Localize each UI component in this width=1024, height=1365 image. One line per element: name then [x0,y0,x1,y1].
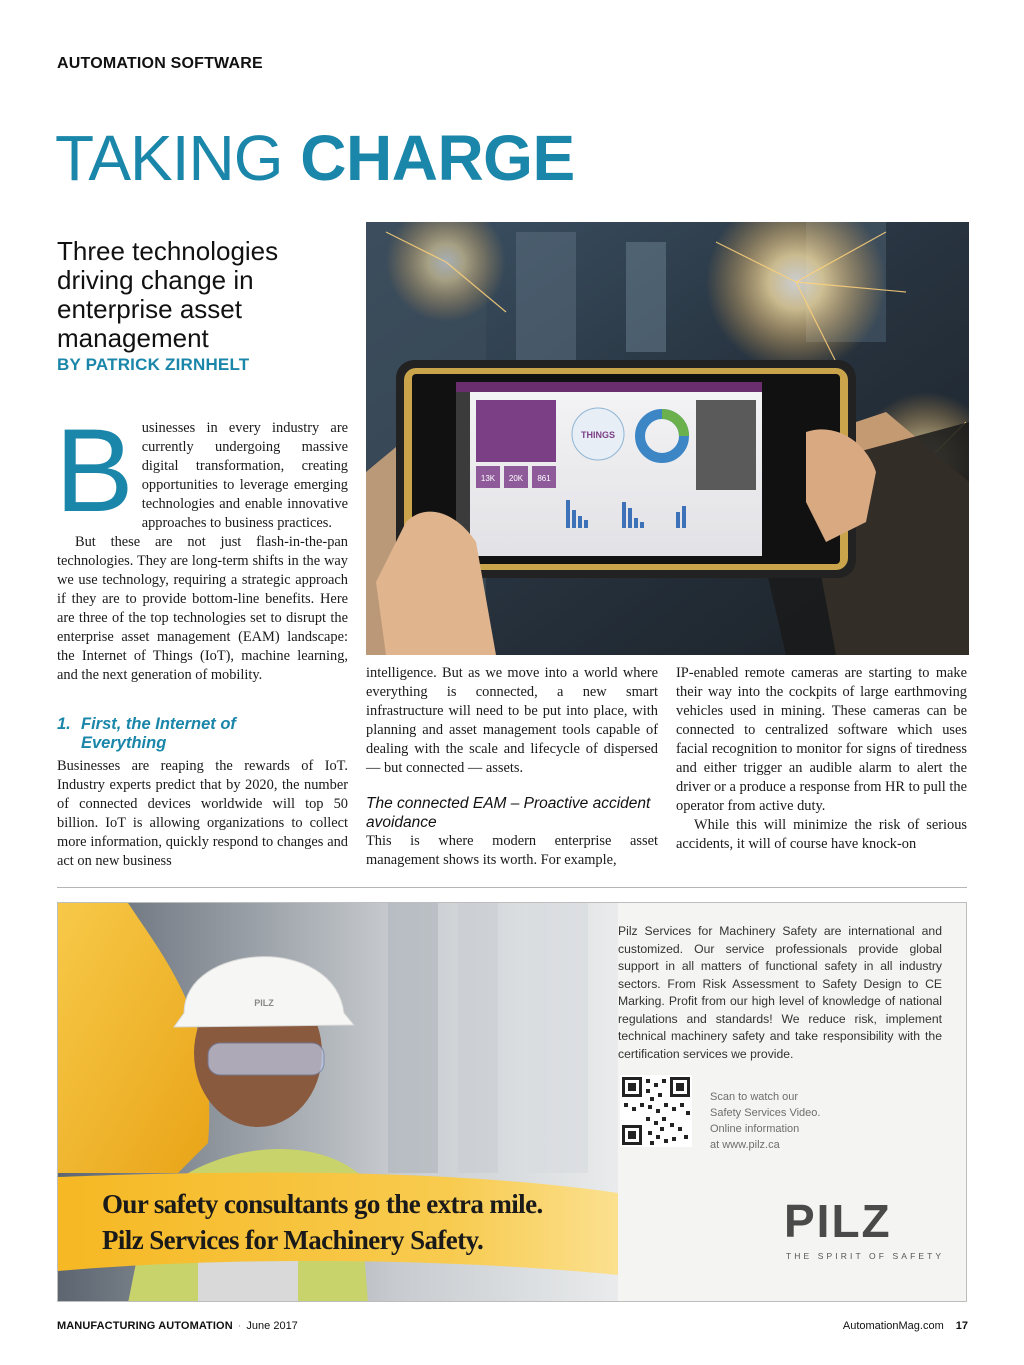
ad-scan-text [710,1089,820,1153]
publication-name: MANUFACTURING AUTOMATION [57,1320,233,1332]
ad-tagline [102,1186,543,1258]
article-paragraph: IP-enabled remote cameras are starting to make their way into the cockpits of large earthmoving vehicles used in mining. These cameras can be connected to centralized software which uses facial recognition to monitor for signs of tiredness and either trigger an audible alarm to alert the driver or a produce a response from HR to pull the operator from active duty. [676,665,967,814]
article-column-1 [55,405,348,871]
issue-date: June 2017 [246,1320,298,1332]
deck-line: driving change in [57,265,254,295]
kpi-tile: 861 [537,474,551,483]
page-number: 17 [955,1320,968,1332]
section-label: AUTOMATION SOFTWARE [57,55,263,72]
article-paragraph: This is where modern enterprise asset management shows its worth. For example, [366,833,658,868]
article-paragraph: intelligence. But as we move into a world where everything is connected, a new smart infrastructure will need to be put into place, with planning and asset management tools capable of dealing with the scale and lifecycle of dispersed — but connected — assets. [366,665,658,776]
hero-photo [366,222,969,655]
footer-publication [57,1320,298,1332]
ad-scan-line: Scan to watch our [710,1091,799,1103]
article-column-3 [676,664,967,854]
article-column-2 [366,664,658,870]
article-paragraph: While this will minimize the risk of serious accidents, it will of course have knock-on [676,817,967,852]
footer-separator: · [237,1320,242,1332]
section-heading-text: Everything [81,734,167,752]
divider [57,887,967,888]
pilz-logo-tagline: THE SPIRIT OF SAFETY [786,1251,945,1261]
deck [57,237,357,353]
pilz-logo: PILZ [784,1195,892,1247]
ad-scan-line: Safety Services Video. [710,1107,821,1119]
ad-tagline-line: Our safety consultants go the extra mile. [102,1189,543,1219]
section-heading-text: First, the Internet of [81,715,236,733]
iot-bubble: THINGS [580,430,616,440]
headline [55,118,575,198]
byline: BY PATRICK ZIRNHELT [57,355,250,374]
helmet-logo: PILZ [254,998,274,1008]
pilz-advertisement[interactable] [57,902,967,1302]
footer-site [843,1320,968,1332]
ad-tagline-line: Pilz Services for Machinery Safety. [102,1225,484,1255]
site-url[interactable]: AutomationMag.com [842,1320,944,1332]
kpi-tile: 13K [480,474,496,483]
deck-line: Three technologies [57,236,279,266]
article-paragraph: But these are not just flash-in-the-pan technologies. They are long-term shifts in the way we use technology, requiring a strategic approach if they are to provide bottom-line benefits. Here are three of the top technologies set to disrupt the enterprise asset management (EAM) landscape: the Internet of Things (IoT), machine learning, and the next generation of mobility. [57,534,348,683]
kpi-tile: 20K [508,474,524,483]
section-number: 1. [57,715,71,733]
qr-code-icon[interactable] [620,1075,692,1147]
hero-illustration [366,222,969,655]
headline-bold: CHARGE [300,122,575,194]
ad-scan-line[interactable]: at www.pilz.ca [710,1139,780,1151]
article-paragraph: Businesses are reaping the rewards of IoT. Industry experts predict that by 2020, the number of connected devices worldwide will top 50 billion. IoT is allowing organizations to collect more information, quickly respond to changes and act on new business [57,758,348,869]
section-heading-1 [57,715,348,753]
deck-line: enterprise asset [57,294,242,324]
section-heading-2: The connected EAM – Proactive accident avoidance [366,795,651,831]
drop-cap: B [55,405,134,537]
headline-light: TAKING [55,122,283,194]
article-paragraph: usinesses in every industry are currently undergoing massive digital transformation, creating opportunities to leverage emerging technologies and enable innovative approaches to business practices. [141,420,348,531]
deck-line: management [57,323,209,353]
ad-body-copy: Pilz Services for Machinery Safety are international and customized. Our service professionals provide global support in all matters of functional safety in all industry sectors. From Risk Assessment to Safety Design to CE Marking. Profit from our high level of knowledge of national regulations and standards! We reduce risk, implement technical machinery safety and take responsibility with the certification services we provide. [618,924,942,1061]
ad-scan-line: Online information [710,1123,800,1135]
